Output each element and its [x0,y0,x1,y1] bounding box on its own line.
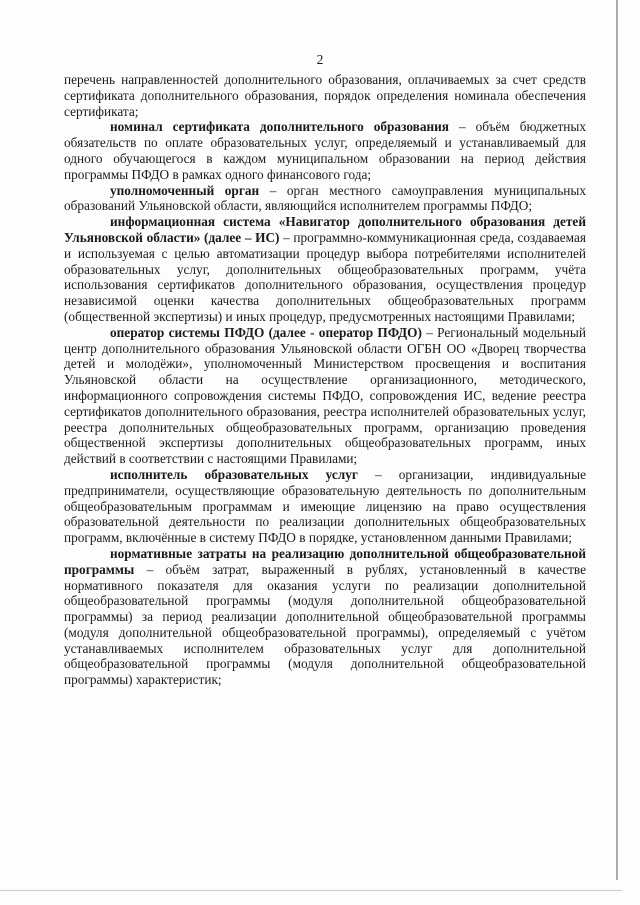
definition-term: номинал сертификата дополнительного образования [110,119,450,135]
definition-text: – объём затрат, выраженный в рублях, установленный в качестве нормативного показателя для оказания услуги по реализации дополнительной общеобразовательной программы (модуля дополнительной общеобразовательной программы) за период реализации дополнительной общеобразовательной программы (модуля дополнительной общеобразовательной программы), определяемый с учётом устанавливаемых исполнителем образовательных услуг для дополнительной общеобразовательной программы (модуля дополнительной общеобразовательной программы) характеристик; [64,561,586,688]
page-bottom-edge [0,890,622,891]
page-number: 2 [316,52,324,67]
definition-term: нормативные затраты на реализацию дополнительной общеобразовательной программы [64,545,586,577]
definition-paragraph [64,546,586,688]
definition-text: – Региональный модельный центр дополнительного образования Ульяновской области ОГБН ОО «Дворец творчества детей и молодёжи», уполномоченный Министерством просвещения и воспитания Ульяновской области на осуществление организационного, методического, информационного сопровождения системы ПФДО, сопровождения ИС, ведение реестра сертификатов дополнительного образования, реестра исполнителей образовательных услуг, реестра дополнительных общеобразовательных программ, организацию проведения общественной экспертизы дополнительных общеобразовательных программ, иных действий в соответствии с настоящими Правилами; [64,324,586,467]
definition-term: уполномоченный орган [110,182,260,198]
definition-paragraph [64,467,586,546]
definition-text: – орган местного самоуправления муниципальных образований Ульяновской области, являющийся исполнителем программы ПФДО; [64,182,586,214]
definition-term: исполнитель образовательных услуг [110,466,358,482]
definition-term: оператор системы ПФДО (далее - оператор ПФДО) [110,324,422,340]
definition-text: – программно-коммуникационная среда, создаваемая и используемая с целью автоматизации процедур выбора потребителями исполнителей образовательных услуг, дополнительных общеобразовательных программ, учёта использования сертификатов дополнительного образования, осуществления процедур независимой оценки качества дополнительных общеобразовательных программ (общественной экспертизы) и иных процедур, предусмотренных настоящими Правилами; [64,229,586,324]
definition-term: информационная система «Навигатор дополнительного образования детей Ульяновской области» (далее – ИС) [64,214,586,245]
paragraph-continuation [64,72,586,119]
paragraph-text: перечень направленностей дополнительного образования, оплачиваемых за счет средств сертификата дополнительного образования, порядок определения номинала обеспечения сертификата; [64,72,586,119]
definition-text: – объём бюджетных обязательств по оплате образовательных услуг, определяемый и устанавливаемый для одного обучающегося в каждом муниципальном образовании на период действия программы ПФДО в рамках одного финансового года; [64,119,586,182]
page-edge-shadow [616,0,618,880]
definition-paragraph [64,325,586,467]
definition-paragraph [64,214,586,325]
definition-text: – организации, индивидуальные предприниматели, осуществляющие образовательную деятельность по дополнительным общеобразовательным программам и имеющие лицензию на право осуществления образовательной деятельности по реализации дополнительных общеобразовательных программ, включённые в систему ПФДО в порядке, установленном данными Правилами; [64,466,586,546]
document-body [64,72,586,688]
definition-paragraph [64,183,586,215]
definition-paragraph [64,119,586,182]
